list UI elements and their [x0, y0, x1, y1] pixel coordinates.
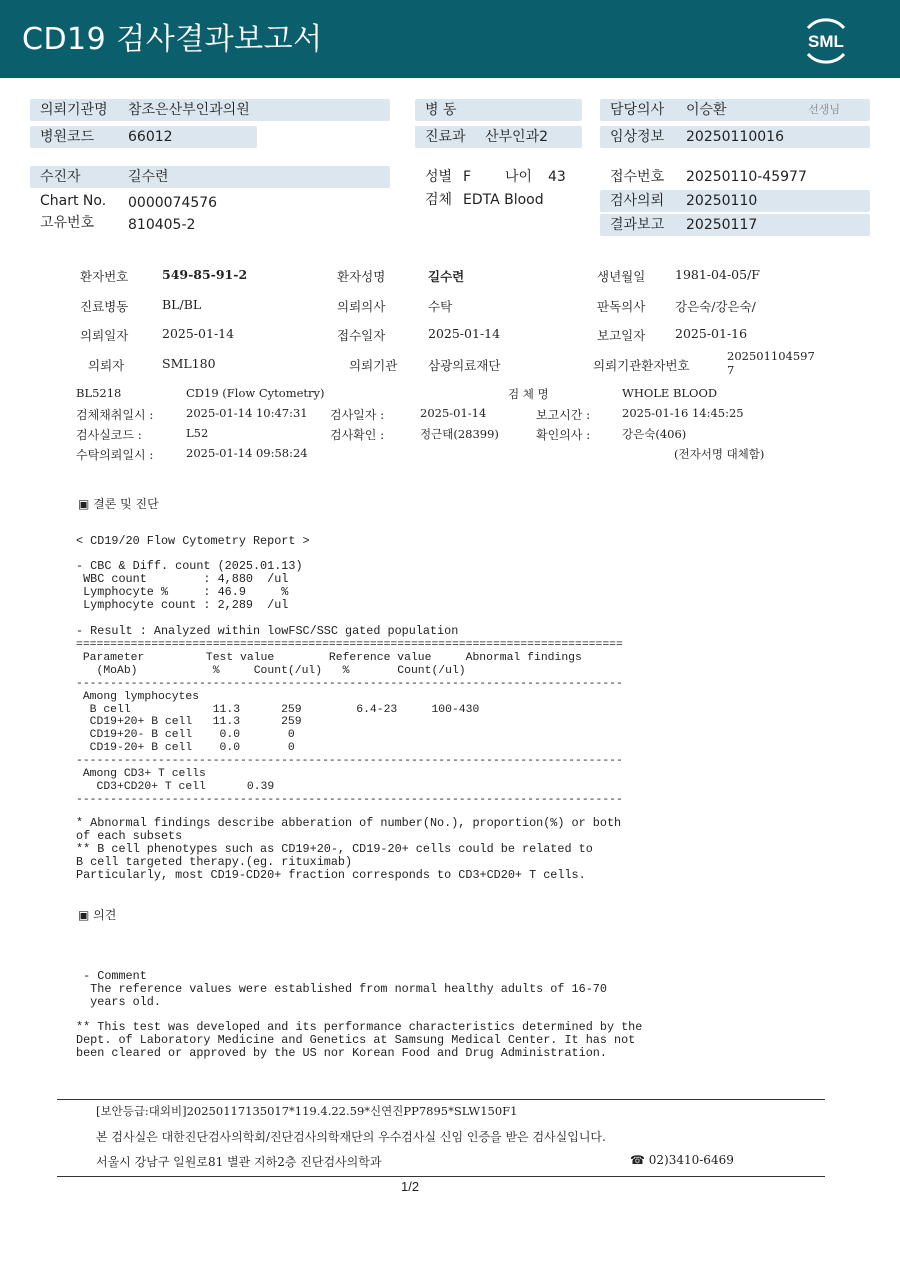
requester-value: SML180	[162, 356, 216, 371]
reqdoc-value: 수탁	[428, 299, 453, 314]
chart-label: Chart No.	[40, 193, 107, 209]
rptdate-value: 2025-01-16	[675, 326, 748, 341]
specimen-label: 검체	[425, 192, 453, 208]
age-value: 43	[548, 169, 566, 185]
notes-block: * Abnormal findings describe abberation of number(No.), proportion(%) or both of each subsets ** B cell phenotypes such as CD19+20-, CD19-20+ cells could be related to B cell targeted therapy.(eg. rituximab) Particularly, most CD19-CD20+ fraction corresponds to CD3+CD20+ T cells.	[76, 816, 622, 882]
req-date-value: 20250110	[686, 193, 758, 209]
sex-age-row	[415, 166, 582, 188]
reqdoc-label: 의뢰의사	[337, 299, 386, 314]
requester-label: 의뢰자	[88, 358, 125, 373]
receipt-label: 접수번호	[610, 169, 665, 185]
orgpt-value-2: 7	[727, 363, 735, 377]
result-date-row	[600, 214, 870, 236]
ward-grid-value: BL/BL	[162, 297, 202, 312]
rpttime-value: 2025-01-16 14:45:25	[622, 406, 744, 420]
pno-label: 환자번호	[80, 269, 129, 284]
labcode-value: L52	[186, 426, 209, 440]
confdoc-value: 강은숙(406)	[622, 427, 687, 441]
dept-value: 산부인과2	[485, 129, 549, 145]
doctor-suffix: 선생님	[808, 103, 840, 116]
pname-label: 환자성명	[337, 269, 386, 284]
address-line: 서울시 강남구 일원로81 별관 지하2층 진단검사의학과	[96, 1155, 382, 1169]
sml-logo	[800, 14, 852, 66]
consign-label: 수탁의뢰일시 :	[76, 448, 154, 462]
result-date-value: 20250117	[686, 217, 758, 233]
consign-value: 2025-01-14 09:58:24	[186, 446, 308, 460]
clinical-value: 20250110016	[686, 129, 784, 145]
hospital-code-row	[30, 126, 257, 148]
logo-text: SML	[808, 32, 844, 51]
footer-top-rule	[57, 1099, 825, 1100]
hospital-code-value: 66012	[128, 129, 173, 145]
uid-row	[30, 212, 390, 234]
pno-value: 549-85-91-2	[162, 267, 248, 282]
clinical-label: 임상정보	[610, 129, 665, 145]
disclaimer-block: ** This test was developed and its performance characteristics determined by the Dept. of Laboratory Medicine and Genetics at Samsung Medical Center. It has not been cleared or approved by the US nor Korean Food and Drug Administration.	[76, 1020, 643, 1060]
doctor-label: 담당의사	[610, 102, 665, 118]
sex-label: 성별	[425, 169, 453, 185]
footer-bottom-rule	[57, 1176, 825, 1177]
rpttime-label: 보고시간 :	[536, 408, 591, 422]
phone-line: ☎ 02)3410-6469	[630, 1153, 734, 1167]
age-label: 나이	[505, 169, 533, 185]
reqdate-value: 2025-01-14	[162, 326, 235, 341]
ward-row	[415, 99, 582, 121]
conclusion-title: ▣ 결론 및 진단	[78, 497, 159, 511]
confirm-label: 검사확인 :	[330, 428, 385, 442]
clinical-row	[600, 126, 870, 148]
specimen-row	[415, 189, 582, 211]
report-subtitle: < CD19/20 Flow Cytometry Report >	[76, 534, 310, 548]
ward-grid-label: 진료병동	[80, 299, 129, 314]
reqorg-value: 삼광의료재단	[428, 358, 501, 373]
sex-value: F	[463, 169, 472, 185]
cbc-block: - CBC & Diff. count (2025.01.13) WBC count : 4,880 /ul Lymphocyte % : 46.9 % Lymphocyte count : 2,289 /ul	[76, 559, 303, 612]
reader-label: 판독의사	[597, 299, 646, 314]
dept-label: 진료과	[425, 129, 466, 145]
req-date-row	[600, 190, 870, 212]
collect-label: 검체채취일시 :	[76, 408, 154, 422]
pname-value: 길수련	[428, 269, 465, 284]
req-date-label: 검사의뢰	[610, 193, 665, 209]
reqdate-label: 의뢰일자	[80, 328, 129, 343]
chart-row	[30, 190, 390, 212]
test-name: CD19 (Flow Cytometry)	[186, 386, 325, 400]
esign-note: (전자서명 대체함)	[674, 447, 765, 461]
result-line: - Result : Analyzed within lowFSC/SSC gated population	[76, 624, 459, 638]
patient-label: 수진자	[40, 169, 81, 185]
dept-row	[415, 126, 582, 148]
confdoc-label: 확인의사 :	[536, 428, 591, 442]
patient-row	[30, 166, 390, 188]
referring-org-label: 의뢰기관명	[40, 102, 108, 118]
result-date-label: 결과보고	[610, 217, 665, 233]
orgpt-label: 의뢰기관환자번호	[593, 358, 690, 373]
rcvdate-label: 접수일자	[337, 328, 386, 343]
dob-label: 생년월일	[597, 269, 646, 284]
specimen-value: EDTA Blood	[463, 192, 544, 208]
page-number: 1/2	[401, 1179, 420, 1194]
receipt-row	[600, 166, 870, 188]
testdate-value: 2025-01-14	[420, 406, 487, 420]
doctor-value: 이승환	[686, 102, 727, 118]
spec-label: 검 체 명	[508, 387, 549, 401]
doctor-row	[600, 99, 870, 121]
reqorg-label: 의뢰기관	[349, 358, 398, 373]
hospital-code-label: 병원코드	[40, 129, 95, 145]
orgpt-value-1: 202501104597	[727, 349, 815, 363]
security-line: [보안등급:대외비]20250117135017*119.4.22.59*신연진PP7895*SLW150F1	[96, 1104, 518, 1118]
testdate-label: 검사일자 :	[330, 408, 385, 422]
report-header	[0, 0, 900, 78]
confirm-value: 정근태(28399)	[420, 427, 499, 441]
cert-line: 본 검사실은 대한진단검사의학회/진단검사의학재단의 우수검사실 신임 인증을 받은 검사실입니다.	[96, 1130, 606, 1144]
referring-org-value: 참조은산부인과의원	[128, 102, 250, 118]
ward-label: 병 동	[425, 102, 457, 118]
spec-value: WHOLE BLOOD	[622, 386, 718, 400]
comment-block: - Comment The reference values were established from normal healthy adults of 16-70 years old.	[83, 969, 607, 1009]
chart-value: 0000074576	[128, 195, 218, 211]
receipt-value: 20250110-45977	[686, 169, 807, 185]
referring-org-row	[30, 99, 390, 121]
collect-value: 2025-01-14 10:47:31	[186, 406, 308, 420]
patient-value: 길수련	[128, 169, 169, 185]
dob-value: 1981-04-05/F	[675, 267, 760, 282]
uid-value: 810405-2	[128, 217, 196, 233]
labcode-label: 검사실코드 :	[76, 428, 142, 442]
flow-table: ================================================================================ Parameter Test value Reference value Abnormal findings (MoAb) % Count(/ul) % Count(/ul) -------------------------------------------------------------------------------- Among lymphocytes B cell 11.3 259 6.4-23 100-430 CD19+20+ B cell 11.3 259 CD19+20- B cell 0.0 0 CD19-20+ B cell 0.0 0 -------------------------------------------------------------------------------- Among CD3+ T cells CD3+CD20+ T cell 0.39 --------------------------------------------------------------------------------	[76, 639, 623, 806]
opinion-title: ▣ 의견	[78, 908, 117, 922]
rcvdate-value: 2025-01-14	[428, 326, 501, 341]
report-title: CD19 검사결과보고서	[22, 22, 323, 57]
reader-value: 강은숙/강은숙/	[675, 299, 756, 314]
test-code: BL5218	[76, 386, 122, 400]
uid-label: 고유번호	[40, 215, 95, 231]
rptdate-label: 보고일자	[597, 328, 646, 343]
